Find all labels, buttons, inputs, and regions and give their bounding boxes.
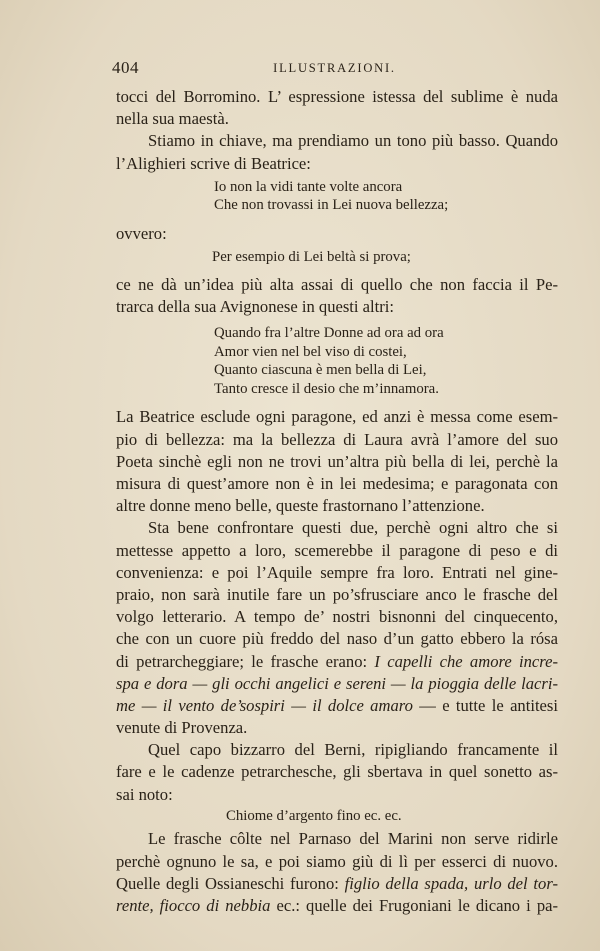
text-line: Sta bene confrontare questi due, perchè ogni altro che si [148, 518, 558, 538]
verse-quote [212, 248, 558, 267]
text-run: di petrarcheggiare; le frasche erano: [116, 651, 375, 671]
text-line [116, 895, 558, 917]
verse-quote [214, 324, 558, 398]
italic-run: rente, fiocco di nebbia [116, 896, 271, 915]
verse-line: Quanto ciascuna è men bella di Lei, [214, 362, 427, 379]
text-run: Quelle degli Ossianeschi furono: [116, 873, 345, 893]
italic-run: spa e dora — gli occhi angelici e sereni — la pioggia delle lacri- [116, 673, 558, 693]
text-line [116, 695, 558, 717]
text-line: convenienza: e poi l’Aquile sempre fra loro. Entrati nel gine- [116, 562, 558, 582]
running-head [112, 58, 557, 80]
verse-quote [226, 807, 558, 826]
text-run: — e tutte le antitesi [412, 695, 558, 715]
text-line: altre donne meno belle, queste frastornano l’attenzione. [116, 496, 485, 516]
text-line: pio di bellezza: ma la bellezza di Laura avrà l’amore del suo [116, 429, 558, 449]
text-line [116, 873, 558, 895]
text-line: Quel capo bizzarro del Berni, ripigliando francamente il [148, 740, 558, 760]
verse-quote [214, 178, 558, 215]
text-line: venute di Provenza. [116, 718, 248, 738]
text-run: ec.: quelle dei Frugoniani le dicano i pa- [270, 896, 558, 915]
text-line [116, 651, 558, 673]
verse-line: Chiome d’argento fino ec. ec. [226, 807, 402, 824]
body-text [116, 86, 558, 917]
text-line: che con un cuore più freddo del naso d’un gatto ebbero la rósa [116, 629, 558, 649]
verse-line: Amor vien nel bel viso di costei, [214, 343, 407, 360]
text-line: ce ne dà un’idea più alta assai di quello che non faccia il Pe- [116, 274, 558, 294]
text-line: misura di quest’amore non è in lei medesima; e paragonata con [116, 474, 558, 494]
text-line: tocci del Borromino. L’ espressione istessa del sublime è nuda [116, 87, 558, 106]
text-line: l’Alighieri scrive di Beatrice: [116, 153, 311, 173]
text-line: Poeta sinchè egli non ne trovi un’altra più bella di lei, perchè la [116, 451, 558, 471]
text-line: sai noto: [116, 784, 173, 804]
text-line: trarca della sua Avignonese in questi altri: [116, 296, 395, 316]
text-line: praio, non sarà inutile fare un po’sfrusciare anco le frasche del [116, 584, 558, 604]
italic-run: me — il vento de’sospiri — il dolce amaro [116, 695, 413, 715]
text-line: fare e le cadenze petrarchesche, gli sbertava in quel sonetto as- [116, 762, 558, 782]
text-line: mettesse appetto a loro, scemerebbe il paragone di peso e di [116, 540, 558, 560]
verse-line: Quando fra l’altre Donne ad ora ad ora [214, 325, 444, 342]
text-line: nella sua maestà. [116, 109, 229, 129]
verse-line: Che non trovassi in Lei nuova bellezza; [214, 197, 449, 214]
italic-run: I capelli che amore incre- [374, 651, 558, 671]
verse-line: Io non la vidi tante volte ancora [214, 178, 403, 195]
running-title: ILLUSTRAZIONI. [273, 61, 396, 75]
text-line: perchè ognuno le sa, e poi siamo giù di lì per esserci di nuovo. [116, 851, 558, 871]
text-line: La Beatrice esclude ogni paragone, ed anzi è messa come esem- [116, 407, 558, 427]
text-line: Stiamo in chiave, ma prendiamo un tono più basso. Quando [148, 131, 558, 151]
italic-run: figlio della spada, urlo del tor- [344, 873, 558, 893]
text-line: ovvero: [116, 223, 167, 243]
text-line: Le frasche côlte nel Parnaso del Marini non serve ridirle [148, 829, 558, 849]
text-line [116, 673, 558, 695]
verse-line: Per esempio di Lei beltà si prova; [212, 249, 411, 266]
text-line: volgo letterario. A tempo de’ nostri bisnonni del cinquecento, [116, 607, 558, 627]
verse-line: Tanto cresce il desio che m’innamora. [214, 380, 439, 397]
page-number: 404 [112, 58, 139, 77]
